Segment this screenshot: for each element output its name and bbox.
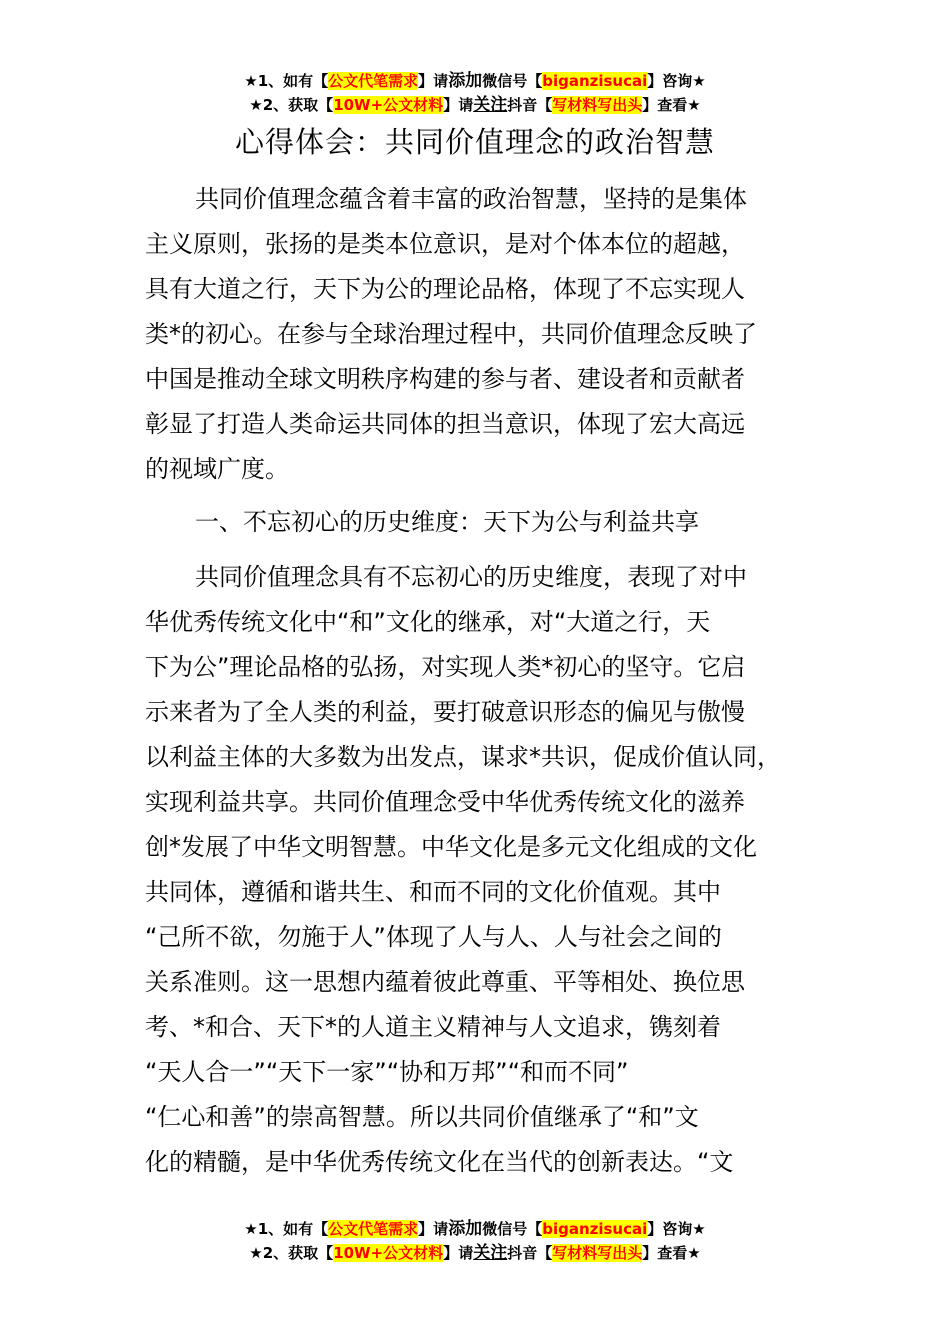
- header-notice-line-2: [0, 94, 950, 116]
- text-line: 关系准则。这一思想内蕴着彼此尊重、平等相处、换位思: [145, 968, 745, 996]
- paragraph-history: [145, 555, 835, 1185]
- text-line: 下为公”理论品格的弘扬，对实现人类*初心的坚守。它启: [145, 653, 746, 681]
- notice-text: 1、如有【: [257, 72, 329, 90]
- text-line: 实现利益共享。共同价值理念受中华优秀传统文化的滋养: [145, 788, 745, 816]
- text-line: 共同价值理念蕴含着丰富的政治智慧，坚持的是集体: [195, 185, 747, 213]
- notice-highlight: 10W+公文材料: [333, 1244, 444, 1262]
- footer-notice-line-1: [0, 1218, 950, 1240]
- notice-text: 抖音【: [507, 1244, 553, 1262]
- notice-highlight: 10W+公文材料: [333, 96, 444, 114]
- notice-text: 】查看★: [642, 1244, 701, 1262]
- douyin-account: 写材料写出头: [552, 1244, 643, 1262]
- header-notice-line-1: [0, 70, 950, 92]
- star-icon: ★: [244, 1220, 258, 1238]
- notice-text: 】请: [418, 1220, 449, 1238]
- notice-text: 微信号【: [482, 1220, 543, 1238]
- notice-emphasis: 关注: [473, 95, 508, 115]
- wechat-id: biganzisucai: [542, 1220, 648, 1238]
- text-line: 华优秀传统文化中“和”文化的继承，对“大道之行，天: [145, 608, 711, 636]
- text-line: 的视域广度。: [145, 455, 289, 483]
- text-line: 彰显了打造人类命运共同体的担当意识，体现了宏大高远: [145, 410, 745, 438]
- notice-text: 2、获取【: [262, 96, 334, 114]
- notice-emphasis: 添加: [448, 1219, 483, 1239]
- text-line: 以利益主体的大多数为出发点，谋求*共识，促成价值认同，: [145, 743, 781, 771]
- text-line: 考、*和合、天下*的人道主义精神与人文追求，镌刻着: [145, 1013, 721, 1041]
- paragraph-intro: [145, 177, 835, 492]
- star-icon: ★: [249, 96, 263, 114]
- section-heading: [145, 500, 835, 545]
- footer-notice-line-2: [0, 1242, 950, 1264]
- text-line: 示来者为了全人类的利益，要打破意识形态的偏见与傲慢: [145, 698, 745, 726]
- section-heading-text: 一、不忘初心的历史维度：天下为公与利益共享: [195, 508, 699, 536]
- text-line: 共同体，遵循和谐共生、和而不同的文化价值观。其中: [145, 878, 721, 906]
- text-line: 化的精髓，是中华优秀传统文化在当代的创新表达。“文: [145, 1148, 734, 1176]
- document-title: 心得体会：共同价值理念的政治智慧: [234, 125, 715, 159]
- text-line: 具有大道之行，天下为公的理论品格，体现了不忘实现人: [145, 275, 745, 303]
- text-line: 创*发展了中华文明智慧。中华文化是多元文化组成的文化: [145, 833, 757, 861]
- wechat-id: biganzisucai: [542, 72, 648, 90]
- notice-text: 微信号【: [482, 72, 543, 90]
- text-line: 中国是推动全球文明秩序构建的参与者、建设者和贡献者: [145, 365, 745, 393]
- notice-text: 】咨询★: [647, 1220, 706, 1238]
- notice-text: 抖音【: [507, 96, 553, 114]
- text-line: “己所不欲，勿施于人”体现了人与人、人与社会之间的: [145, 923, 722, 951]
- douyin-account: 写材料写出头: [552, 96, 643, 114]
- notice-text: 】查看★: [642, 96, 701, 114]
- notice-text: 2、获取【: [262, 1244, 334, 1262]
- notice-highlight: 公文代笔需求: [328, 72, 419, 90]
- notice-text: 】请: [418, 72, 449, 90]
- star-icon: ★: [244, 72, 258, 90]
- text-line: “天人合一”“天下一家”“协和万邦”“和而不同”: [145, 1058, 629, 1086]
- text-line: 主义原则，张扬的是类本位意识，是对个体本位的超越，: [145, 230, 745, 258]
- notice-text: 1、如有【: [257, 1220, 329, 1238]
- notice-text: 】请: [443, 1244, 474, 1262]
- notice-emphasis: 添加: [448, 71, 483, 91]
- notice-emphasis: 关注: [473, 1243, 508, 1263]
- text-line: 类*的初心。在参与全球治理过程中，共同价值理念反映了: [145, 320, 757, 348]
- notice-highlight: 公文代笔需求: [328, 1220, 419, 1238]
- text-line: “仁心和善”的崇高智慧。所以共同价值继承了“和”文: [145, 1103, 699, 1131]
- notice-text: 】咨询★: [647, 72, 706, 90]
- star-icon: ★: [249, 1244, 263, 1262]
- text-line: 共同价值理念具有不忘初心的历史维度，表现了对中: [195, 563, 747, 591]
- notice-text: 】请: [443, 96, 474, 114]
